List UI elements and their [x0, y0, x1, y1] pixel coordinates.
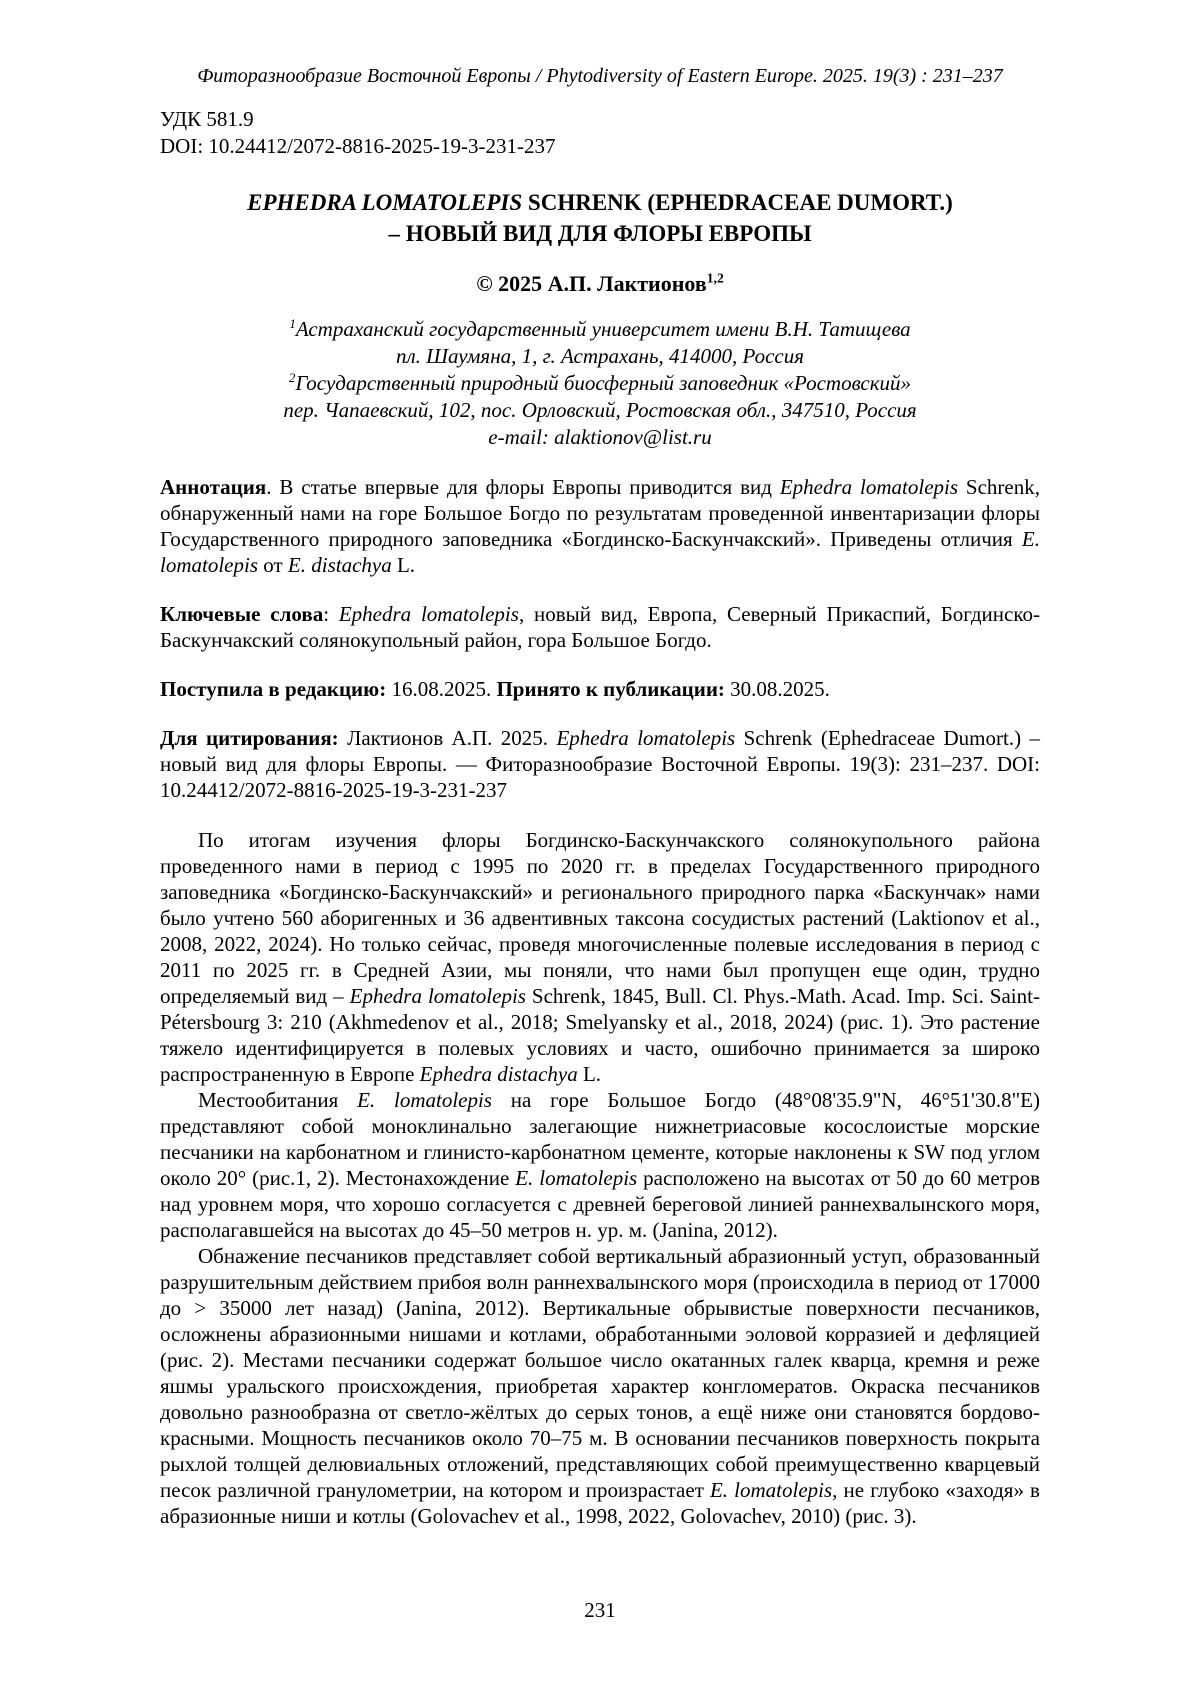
text-segment: E. lomatolepis — [515, 1166, 638, 1190]
text-segment: Schrenk (Ephedraceae Dumort.) – новый вид для флоры Европы. — Фиторазнообразие Восточной Европы. 19(3): 231–237. DOI: 10.24412/2072-8816-2025-19-3-231-237 — [160, 726, 1040, 802]
udc-code: УДК 581.9 — [160, 107, 254, 131]
text-segment: Для цитирования: — [160, 726, 339, 750]
text-segment: : — [323, 602, 339, 626]
text-segment: E. lomatolepis, — [709, 1478, 838, 1502]
body-paragraph-1 — [160, 827, 1040, 1087]
text-segment: Ephedra lomatolepis — [556, 726, 736, 750]
text-segment: Местообитания — [198, 1088, 358, 1112]
text-segment: E. distachya — [287, 553, 392, 577]
text-segment: на горе Большое Богдо (48°08'35.9"N, 46°51'30.8"E) представляют собой моноклинально залегающие нижнетриасовые косослоистые морские песчаники на карбонатном и глинисто-карбонатном цементе, которые наклонены к SW под углом около 20° (рис.1, 2). Местонахождение — [160, 1088, 1040, 1190]
affiliation-line-1 — [160, 316, 1040, 343]
body-paragraph-3 — [160, 1243, 1040, 1529]
text-segment: Поступила в редакцию: — [160, 677, 387, 701]
text-segment: Обнажение песчаников представляет собой вертикальный абразионный уступ, образованный разрушительным действием прибоя волн раннехвалынского моря (происходила в период от 17000 до > 35000 лет назад) (Janina, 2012). Вертикальные обрывистые поверхности песчаников, осложнены абразионными нишами и котлами, обработанными эоловой корразией и дефляцией (рис. 2). Местами песчаники содержат большое число окатанных галек кварца, кремня и реже яшмы уральского происхождения, приобретая характер конгломератов. Окраска песчаников довольно разнообразна от светло-жёлтых до серых тонов, а ещё ниже они становятся бордово-красными. Мощность песчаников около 70–75 м. В основании песчаников поверхность покрыта рыхлой толщей делювиальных отложений, представляющих собой преимущественно кварцевый песок различной гранулометрии, на котором и произрастает — [160, 1244, 1040, 1502]
text-segment: L. — [577, 1062, 602, 1086]
text-segment: от — [258, 553, 288, 577]
doi-line: DOI: 10.24412/2072-8816-2025-19-3-231-237 — [160, 134, 556, 158]
text-segment: Принято к публикации: — [496, 677, 725, 701]
body-paragraph-2 — [160, 1087, 1040, 1243]
text-segment: 16.08.2025. — [386, 677, 497, 701]
text-segment: Ephedra lomatolepis — [349, 984, 526, 1008]
text-segment: Schrenk, 1845, Bull. Cl. Phys.-Math. Acad. Imp. Sci. Saint-Pétersbourg 3: 210 (Akhmedenov et al., 2018; Smelyansky et al., 2018, 2024) (рис. 1). Это растение тяжело идентифицируется в полевых условиях и часто, ошибочно принимается за широко распространенную в Европе — [160, 984, 1040, 1086]
text-segment: e-mail: alaktionov@list.ru — [488, 425, 712, 449]
text-segment: 30.08.2025. — [724, 677, 830, 701]
text-segment: Астраханский государственный университет имени В.Н. Татищева — [295, 317, 911, 341]
text-segment: По итогам изучения флоры Богдинско-Баскунчакского солянокупольного района проведенного нами в период с 1995 по 2020 гг. в пределах Государственного природного заповедника «Богдинско-Баскунчакский» и регионального природного парка «Баскунчак» нами было учтено 560 аборигенных и 36 адвентивных таксона сосудистых растений (Laktionov et al., 2008, 2022, 2024). Но только сейчас, проведя многочисленные полевые исследования в период с 2011 по 2025 гг. в Средней Азии, мы поняли, что нами был пропущен еще один, трудно определяемый вид – — [160, 828, 1040, 1008]
text-segment: Schrenk, обнаруженный нами на горе Большое Богдо по результатам проведенной инвентаризации флоры Государственного природного заповедника «Богдинско-Баскунчакский». Приведены отличия — [160, 475, 1040, 551]
affiliation-line-4 — [160, 397, 1040, 424]
text-segment: 2 — [288, 370, 296, 385]
author-byline — [160, 270, 1040, 298]
text-segment: . В статье впервые для флоры Европы приводится вид — [266, 475, 780, 499]
text-segment: 1,2 — [706, 270, 724, 286]
article-title-line-1 — [160, 187, 1040, 218]
article-meta — [160, 106, 1040, 160]
text-segment: L. — [391, 553, 416, 577]
article-title — [160, 187, 1040, 249]
text-segment: , новый вид, Европа, Северный Прикаспий, Богдинско-Баскунчакский солянокупольный район, гора Большое Богдо. — [160, 602, 1040, 652]
text-segment: Ephedra distachya — [419, 1062, 578, 1086]
citation-paragraph — [160, 725, 1040, 803]
author-email — [160, 424, 1040, 451]
text-segment: Ephedra lomatolepis — [779, 475, 959, 499]
text-segment: не глубоко «заходя» в абразионные ниши и котлы (Golovachev et al., 1998, 2022, Golovachev, 2010) (рис. 3). — [160, 1478, 1040, 1528]
affiliations-block — [160, 316, 1040, 451]
text-segment: Ephedra lomatolepis — [338, 602, 519, 626]
text-segment: Лактионов А.П. 2025. — [338, 726, 557, 750]
affiliation-line-2 — [160, 343, 1040, 370]
text-segment: Ключевые слова — [160, 602, 324, 626]
text-segment: E. lomatolepis — [357, 1088, 492, 1112]
text-segment: 1 — [289, 316, 296, 331]
text-segment: расположено на высотах от 50 до 60 метров над уровнем моря, что хорошо согласуется с древней береговой линией раннехвалынского моря, располагавшейся на высотах до 45–50 метров н. ур. м. (Janina, 2012). — [160, 1166, 1040, 1242]
abstract-paragraph — [160, 474, 1040, 578]
text-segment: SCHRENK (EPHEDRACEAE DUMORT.) — [522, 190, 953, 215]
text-segment: Аннотация — [160, 475, 267, 499]
text-segment: пл. Шаумяна, 1, г. Астрахань, 414000, Россия — [395, 344, 805, 368]
article-body — [160, 827, 1040, 1529]
text-segment: Государственный природный биосферный заповедник «Ростовский» — [295, 371, 912, 395]
article-title-line-2 — [160, 218, 1040, 249]
journal-running-head: Фиторазнообразие Восточной Европы / Phytodiversity of Eastern Europe. 2025. 19(3) : 231–237 — [197, 65, 1003, 87]
text-segment: пер. Чапаевский, 102, пос. Орловский, Ростовская обл., 347510, Россия — [283, 398, 917, 422]
text-segment: © 2025 А.П. Лактионов — [476, 271, 707, 296]
text-segment: EPHEDRA LOMATOLEPIS — [247, 190, 523, 215]
affiliation-line-3 — [160, 370, 1040, 397]
text-segment: – НОВЫЙ ВИД ДЛЯ ФЛОРЫ ЕВРОПЫ — [388, 221, 812, 246]
received-dates-line — [160, 676, 1040, 702]
page-number: 231 — [584, 1598, 616, 1622]
keywords-paragraph — [160, 601, 1040, 653]
text-segment: E. lomatolepis — [160, 527, 1040, 577]
